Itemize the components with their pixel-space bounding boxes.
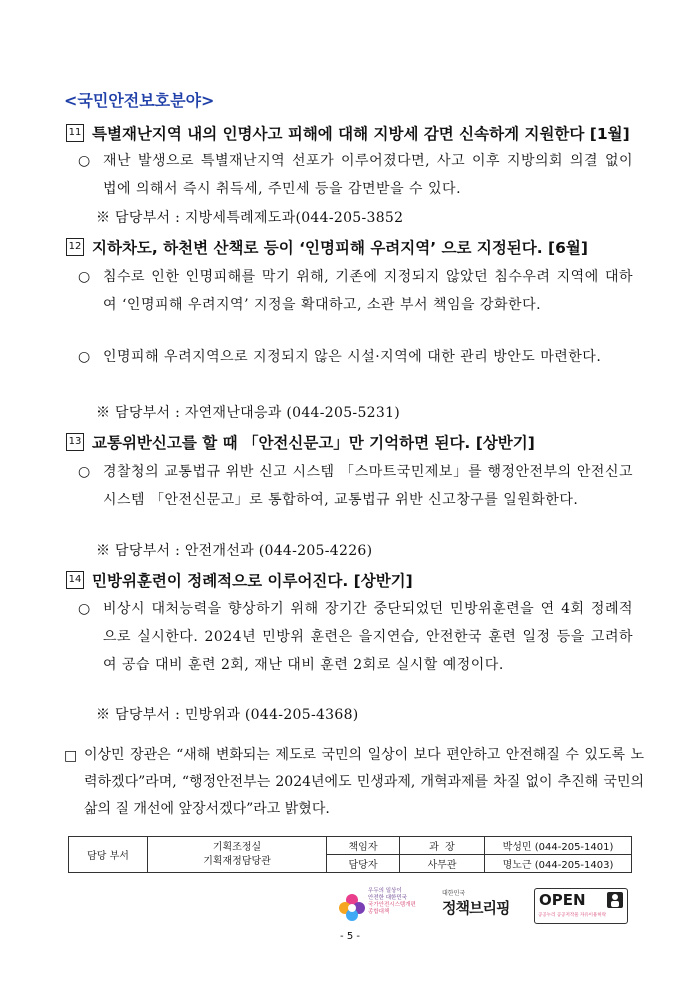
item-title: 민방위훈련이 정례적으로 이루어진다. [상반기] [92, 572, 413, 590]
logo-text: 정책브리핑 [442, 899, 510, 917]
item-title: 특별재난지역 내의 인명사고 피해에 대해 지방세 감면 신속하게 지원한다 [1월] [92, 125, 630, 143]
item-number-box: 14 [66, 571, 84, 589]
title-cell: 사무관 [400, 855, 485, 873]
contacts-table [68, 836, 632, 873]
person-cell: 박성민 (044-205-1401) [485, 837, 632, 855]
item-number-box: 11 [66, 124, 84, 142]
item-heading-14 [66, 569, 413, 591]
paragraph: 경찰청의 교통법규 위반 신고 시스템 「스마트국민제보」를 행정안전부의 안전신고 시스템 「안전신문고」로 통합하여, 교통법규 위반 신고창구를 일원화한다. [103, 464, 633, 508]
logo-text: 대한민국 [442, 890, 466, 897]
dept-label-cell: 담당 부서 [69, 837, 148, 873]
role-cell: 책임자 [327, 837, 400, 855]
item-title: 지하차도, 하천변 산책로 등이 ‘인명피해 우려지역’ 으로 지정된다. [6월] [92, 239, 588, 257]
closing-paragraph: 이상민 장관은 “새해 변화되는 제도로 국민의 일상이 보다 편안하고 안전해질 수 있도록 노력하겠다”라며, “행정안전부는 2024년에도 민생과제, 개혁과제를 차질 없이 추진해 국민의 삶의 질 개선에 앞장서겠다”라고 밝혔다. [84, 747, 644, 817]
box-bullet-icon: □ [64, 748, 78, 764]
dept-line: 기획조정실 [212, 841, 262, 853]
item-heading-12 [66, 236, 588, 258]
bullet-icon: ○ [78, 349, 91, 365]
bullet-icon: ○ [78, 269, 91, 285]
paragraph: 침수로 인한 인명피해를 막기 위해, 기존에 지정되지 않았던 침수우려 지역에 대하여 ‘인명피해 우려지역’ 지정을 확대하고, 소관 부서 책임을 강화한다. [103, 269, 633, 313]
item-heading-13 [66, 431, 535, 453]
contact-note: ※ 담당부서 : 민방위과 (044-205-4368) [96, 707, 359, 723]
paragraph: 비상시 대처능력을 향상하기 위해 장기간 중단되었던 민방위훈련을 연 4회 정례적으로 실시한다. 2024년 민방위 훈련은 을지연습, 안전한국 훈련 일정 등을 고려하여 공습 대비 훈련 2회, 재난 대비 훈련 2회로 실시할 예정이다. [103, 601, 633, 673]
bullet-icon: ○ [78, 464, 91, 480]
logo-text: 안전한 대한민국 [368, 895, 407, 901]
logo-text: 우두의 일상이 [368, 888, 402, 894]
logo-text: 공공누리 공공저작물 자유이용허락 [538, 913, 607, 918]
logo-text: 종합대책 [368, 909, 390, 915]
item-title: 교통위반신고를 할 때 「안전신문고」만 기억하면 된다. [상반기] [92, 434, 535, 452]
dept-cell [148, 837, 327, 873]
footer-logos [338, 886, 628, 926]
dept-line: 기획재정담당관 [203, 855, 271, 867]
item-heading-11 [66, 122, 630, 144]
item-number-box: 13 [66, 433, 84, 451]
contact-note: ※ 담당부서 : 안전개선과 (044-205-4226) [96, 543, 373, 559]
role-cell: 담당자 [327, 855, 400, 873]
contact-note: ※ 담당부서 : 자연재난대응과 (044-205-5231) [96, 405, 401, 421]
safety-korea-logo [338, 888, 438, 924]
table-row [69, 837, 632, 855]
policy-briefing-logo [442, 888, 528, 924]
license-person-icon [607, 892, 623, 908]
item-number-box: 12 [66, 238, 84, 256]
contact-note: ※ 담당부서 : 지방세특례제도과(044-205-3852 [96, 210, 404, 226]
open-license-logo [534, 888, 628, 924]
bullet-icon: ○ [78, 153, 91, 169]
logo-text: OPEN [539, 891, 586, 909]
section-title: <국민안전보호분야> [64, 91, 215, 110]
person-cell: 명노근 (044-205-1403) [485, 855, 632, 873]
flower-icon [338, 892, 366, 922]
bullet-icon: ○ [78, 601, 91, 617]
page-number: - 5 - [340, 931, 360, 942]
title-cell: 과 장 [400, 837, 485, 855]
paragraph: 인명피해 우려지역으로 지정되지 않은 시설·지역에 대한 관리 방안도 마련한다. [103, 349, 602, 365]
logo-text: 국가안전시스템개편 [368, 902, 416, 908]
paragraph: 재난 발생으로 특별재난지역 선포가 이루어졌다면, 사고 이후 지방의회 의결 없이 법에 의해서 즉시 취득세, 주민세 등을 감면받을 수 있다. [103, 153, 633, 197]
